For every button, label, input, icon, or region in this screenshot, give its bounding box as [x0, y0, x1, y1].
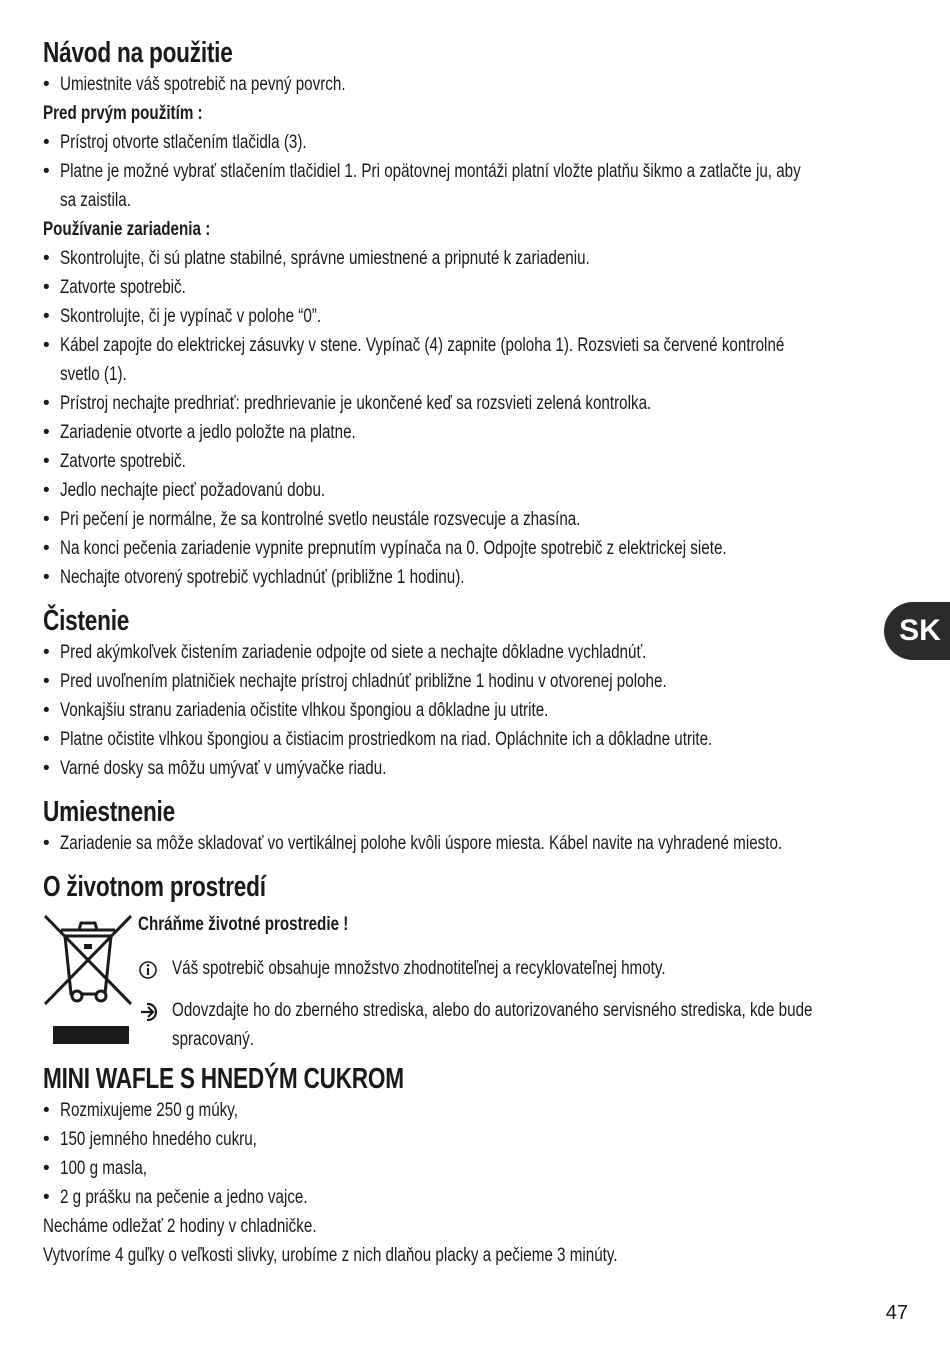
recipe-step: Necháme odležať 2 hodiny v chladničke.	[43, 1216, 317, 1237]
usage-title: Návod na použitie	[43, 37, 233, 69]
list-item: • Prístroj otvorte stlačením tlačidla (3).	[43, 132, 307, 153]
crossed-bin-icon	[43, 914, 135, 1044]
storage-title: Umiestnenie	[43, 796, 175, 828]
list-item: • Varné dosky sa môžu umývať v umývačke riadu.	[43, 758, 387, 779]
list-item: • Pred uvoľnením platničiek nechajte prístroj chladnúť približne 1 hodinu v otvorenej polohe.	[43, 671, 667, 692]
usage-intro-list	[43, 70, 893, 99]
list-item: • Platne očistite vlhkou špongiou a čistiacim prostriedkom na riad. Opláchnite ich a dôkladne utrite.	[43, 729, 713, 750]
list-item: • 150 jemného hnedého cukru,	[43, 1129, 257, 1150]
cleaning-title: Čistenie	[43, 605, 130, 637]
arrow-text-line1: Odovzdajte ho do zberného strediska, alebo do autorizovaného servisného strediska, kde bude	[172, 1000, 813, 1021]
before-first-use-list	[43, 128, 893, 215]
using-list	[43, 244, 893, 592]
list-item: • 2 g prášku na pečenie a jedno vajce.	[43, 1187, 308, 1208]
list-item: • Zatvorte spotrebič.	[43, 277, 186, 298]
language-tab: SK	[884, 602, 950, 660]
info-icon	[138, 960, 158, 980]
recipe-title: MINI WAFLE S HNEDÝM CUKROM	[43, 1063, 404, 1095]
arrow-icon	[138, 1002, 158, 1022]
storage-list	[43, 829, 893, 858]
manual-page	[43, 36, 893, 1270]
list-item: • Pred akýmkoľvek čistením zariadenie odpojte od siete a nechajte dôkladne vychladnúť.	[43, 642, 647, 663]
recipe-step: Vytvoríme 4 guľky o veľkosti slivky, urobíme z nich dlaňou placky a pečieme 3 minúty.	[43, 1245, 618, 1266]
list-item: • Umiestnite váš spotrebič na pevný povrch.	[43, 74, 346, 95]
list-item: • Jedlo nechajte piecť požadovanú dobu.	[43, 480, 326, 501]
info-text: Váš spotrebič obsahuje množstvo zhodnotiteľnej a recyklovateľnej hmoty.	[172, 958, 666, 979]
list-item: • Prístroj nechajte predhriať: predhrievanie je ukončené keď sa rozsvieti zelená kontrolka.	[43, 393, 652, 414]
cleaning-list	[43, 638, 893, 783]
list-item: • Kábel zapojte do elektrickej zásuvky v stene. Vypínač (4) zapnite (poloha 1). Rozsvieti sa červené kontrolné svetlo (1).	[43, 335, 785, 385]
list-item: • Nechajte otvorený spotrebič vychladnúť (približne 1 hodinu).	[43, 567, 465, 588]
using-heading: Používanie zariadenia :	[43, 219, 211, 240]
ingredients-list	[43, 1096, 893, 1212]
list-item: • Zariadenie sa môže skladovať vo vertikálnej polohe kvôli úspore miesta. Kábel navite na vyhradené miesto.	[43, 833, 783, 854]
before-first-use-heading: Pred prvým použitím :	[43, 103, 203, 124]
list-item: • Zariadenie otvorte a jedlo položte na platne.	[43, 422, 356, 443]
list-item: • Skontrolujte, či sú platne stabilné, správne umiestnené a pripnuté k zariadeniu.	[43, 248, 590, 269]
environment-title: O životnom prostredí	[43, 871, 266, 903]
list-item: • Na konci pečenia zariadenie vypnite prepnutím vypínača na 0. Odpojte spotrebič z elektrickej siete.	[43, 538, 727, 559]
page-number: 47	[885, 1302, 908, 1324]
list-item: • Skontrolujte, či je vypínač v polohe “0”.	[43, 306, 322, 327]
list-item: • Rozmixujeme 250 g múky,	[43, 1100, 238, 1121]
list-item: • Platne je možné vybrať stlačením tlačidiel 1. Pri opätovnej montáži platní vložte platňu šikmo a zatlačte ju, aby sa zaistila.	[43, 161, 801, 211]
list-item: • 100 g masla,	[43, 1158, 148, 1179]
list-item: • Pri pečení je normálne, že sa kontrolné svetlo neustále rozsvecuje a zhasína.	[43, 509, 581, 530]
environment-subtitle: Chráňme životné prostredie !	[138, 914, 349, 935]
arrow-text-line2: spracovaný.	[172, 1029, 254, 1050]
list-item: • Zatvorte spotrebič.	[43, 451, 186, 472]
environment-block	[43, 910, 893, 1052]
list-item: • Vonkajšiu stranu zariadenia očistite vlhkou špongiou a dôkladne ju utrite.	[43, 700, 549, 721]
